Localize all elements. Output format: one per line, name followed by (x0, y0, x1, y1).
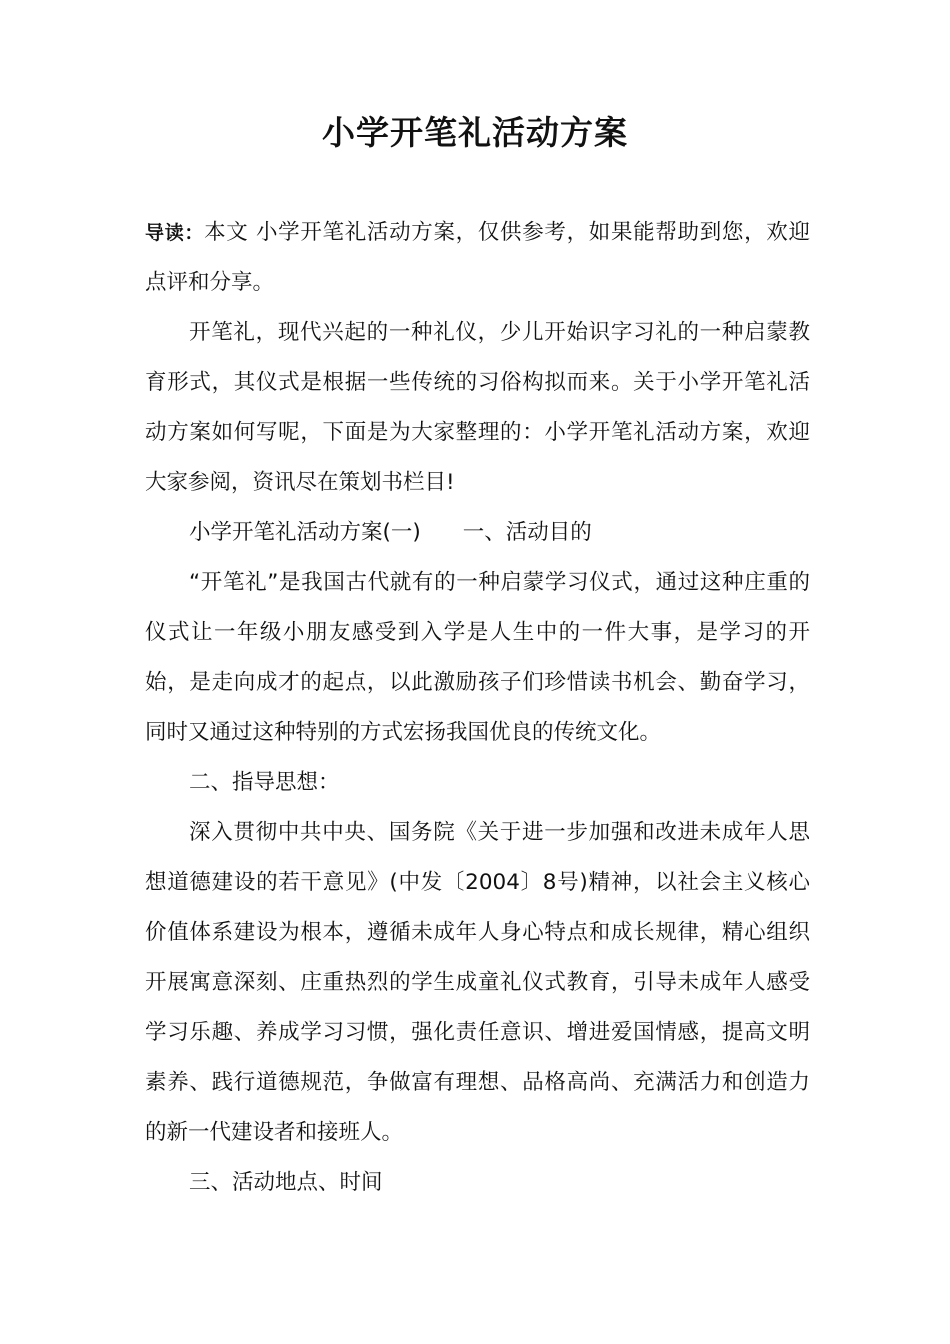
intro-label: 导读： (145, 222, 205, 244)
paragraph-definition: 开笔礼，现代兴起的一种礼仪，少儿开始识字习礼的一种启蒙教育形式，其仪式是根据一些传统的习俗构拟而来。关于小学开笔礼活动方案如何写呢，下面是为大家整理的：小学开笔礼活动方案，欢迎大家参阅，资讯尽在策划书栏目! (145, 320, 810, 495)
part-label: 小学开笔礼活动方案(一) (189, 520, 421, 545)
intro-paragraph (145, 208, 810, 308)
document-body (145, 208, 810, 1208)
section-heading-location-time: 三、活动地点、时间 (189, 1170, 383, 1195)
paragraph-guiding-ideology: 深入贯彻中共中央、国务院《关于进一步加强和改进未成年人思想道德建设的若干意见》(中发〔2004〕8号)精神，以社会主义核心价值体系建设为根本，遵循未成年人身心特点和成长规律，精心组织开展寓意深刻、庄重热烈的学生成童礼仪式教育，引导未成年人感受学习乐趣、养成学习习惯，强化责任意识、增进爱国情感，提高文明素养、践行道德规范，争做富有理想、品格高尚、充满活力和创造力的新一代建设者和接班人。 (145, 820, 810, 1145)
intro-text: 本文 小学开笔礼活动方案，仅供参考，如果能帮助到您，欢迎点评和分享。 (145, 220, 810, 295)
section-heading-purpose: 一、活动目的 (462, 520, 592, 545)
document-title: 小学开笔礼活动方案 (322, 113, 628, 152)
paragraph-purpose: “开笔礼”是我国古代就有的一种启蒙学习仪式，通过这种庄重的仪式让一年级小朋友感受到入学是人生中的一件大事，是学习的开始，是走向成才的起点，以此激励孩子们珍惜读书机会、勤奋学习，同时又通过这种特别的方式宏扬我国优良的传统文化。 (145, 570, 810, 745)
section-line (145, 508, 810, 558)
section-heading-guiding-ideology: 二、指导思想： (189, 770, 340, 795)
